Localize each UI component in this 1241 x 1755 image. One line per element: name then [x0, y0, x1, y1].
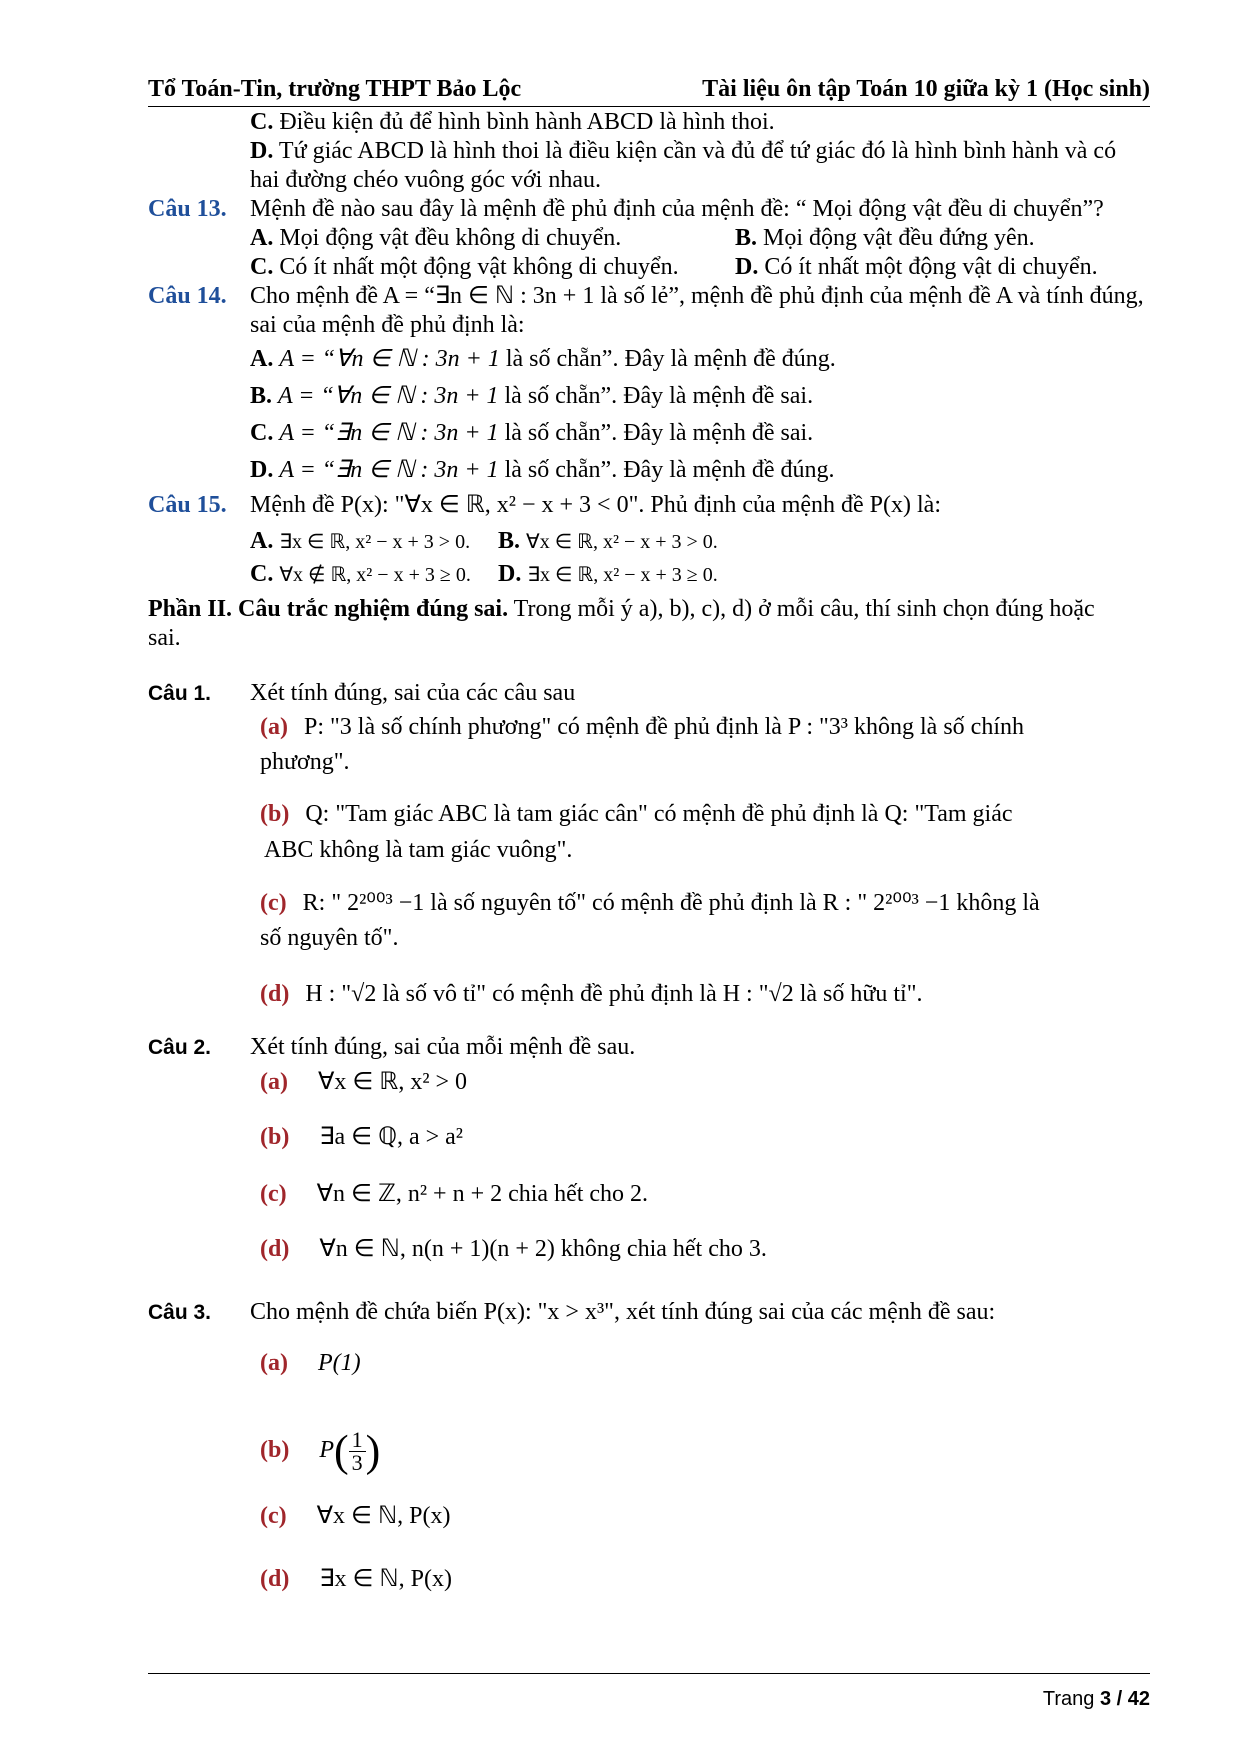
q12-option-c: C. Điều kiện đủ để hình bình hành ABCD là hình thoi.	[250, 109, 775, 135]
c3-stem: Câu 3. Cho mệnh đề chứa biến P(x): "x > x³", xét tính đúng sai của các mệnh đề sau:	[148, 1299, 996, 1325]
q14-option-c: C. A = “∃n ∈ ℕ : 3n + 1 là số chẵn”. Đây là mệnh đề sai.	[250, 420, 814, 446]
q15-option-b: B. ∀x ∈ ℝ, x² − x + 3 > 0.	[498, 528, 718, 554]
c3-item-c: (c) ∀x ∈ ℕ, P(x)	[260, 1503, 451, 1529]
c2-stem: Câu 2. Xét tính đúng, sai của mỗi mệnh đề sau.	[148, 1034, 636, 1060]
c2-item-c: (c) ∀n ∈ ℤ, n² + n + 2 chia hết cho 2.	[260, 1181, 649, 1207]
part2-heading-cont: sai.	[148, 625, 181, 651]
c1-item-c-cont: số nguyên tố".	[260, 925, 399, 951]
c2-item-d: (d) ∀n ∈ ℕ, n(n + 1)(n + 2) không chia hết cho 3.	[260, 1236, 767, 1262]
q13-option-c: C. Có ít nhất một động vật không di chuyển.	[250, 254, 679, 280]
header-right: Tài liệu ôn tập Toán 10 giữa kỳ 1 (Học sinh)	[702, 76, 1150, 102]
q12-option-d-cont: hai đường chéo vuông góc với nhau.	[250, 167, 601, 193]
c1-item-a-cont: phương".	[260, 749, 350, 775]
c1-item-a: (a) P: "3 là số chính phương" có mệnh đề phủ định là P : "3³ không là số chính	[260, 714, 1024, 740]
q15-option-d: D. ∃x ∈ ℝ, x² − x + 3 ≥ 0.	[498, 561, 718, 587]
q15-option-c: C. ∀x ∉ ℝ, x² − x + 3 ≥ 0.	[250, 561, 471, 587]
page-header	[148, 74, 1150, 107]
q13-stem: Câu 13. Mệnh đề nào sau đây là mệnh đề phủ định của mệnh đề: “ Mọi động vật đều di chuyển”?	[148, 196, 1104, 222]
q14-stem: Câu 14. Cho mệnh đề A = “∃n ∈ ℕ : 3n + 1 là số lẻ”, mệnh đề phủ định của mệnh đề A và tính đúng,	[148, 283, 1144, 309]
left-paren: (	[334, 1426, 349, 1476]
q14-option-a: A. A = “∀n ∈ ℕ : 3n + 1 là số chẵn”. Đây là mệnh đề đúng.	[250, 346, 836, 372]
c3-item-d: (d) ∃x ∈ ℕ, P(x)	[260, 1566, 452, 1592]
c1-item-c: (c) R: " 2²⁰⁰³ −1 là số nguyên tố" có mệnh đề phủ định là R : " 2²⁰⁰³ −1 không là	[260, 890, 1040, 916]
page-footer: Trang 3 / 42	[1042, 1688, 1150, 1710]
c1-stem: Câu 1. Xét tính đúng, sai của các câu sau	[148, 680, 576, 706]
q13-option-d: D. Có ít nhất một động vật di chuyển.	[735, 254, 1098, 280]
q12-option-d: D. Tứ giác ABCD là hình thoi là điều kiện cần và đủ để tứ giác đó là hình bình hành và có	[250, 138, 1117, 164]
q13-option-a: A. Mọi động vật đều không di chuyển.	[250, 225, 622, 251]
q15-stem: Câu 15. Mệnh đề P(x): "∀x ∈ ℝ, x² − x + 3 < 0". Phủ định của mệnh đề P(x) là:	[148, 492, 941, 518]
q15-option-a: A. ∃x ∈ ℝ, x² − x + 3 > 0.	[250, 528, 471, 554]
c2-item-b: (b) ∃a ∈ ℚ, a > a²	[260, 1124, 463, 1150]
c1-item-d: (d) H : "√2 là số vô tỉ" có mệnh đề phủ định là H : "√2 là số hữu tỉ".	[260, 981, 923, 1007]
c2-item-a: (a) ∀x ∈ ℝ, x² > 0	[260, 1069, 468, 1095]
fraction: $\frac{1}{3}$	[349, 1429, 366, 1474]
c3-item-a: (a) P(1)	[260, 1350, 361, 1376]
q14-option-d: D. A = “∃n ∈ ℕ : 3n + 1 là số chẵn”. Đây là mệnh đề đúng.	[250, 457, 835, 483]
q14-stem-cont: sai của mệnh đề phủ định là:	[250, 312, 525, 338]
header-left: Tổ Toán-Tin, trường THPT Bảo Lộc	[148, 76, 522, 102]
c1-item-b-cont: ABC không là tam giác vuông".	[264, 837, 573, 863]
c3-item-b: (b) P( $\frac{1}{3}$ )	[260, 1426, 381, 1476]
footer-rule	[148, 1673, 1150, 1674]
c1-item-b: (b) Q: "Tam giác ABC là tam giác cân" có mệnh đề phủ định là Q: "Tam giác	[260, 801, 1013, 827]
right-paren: )	[365, 1426, 381, 1476]
q14-option-b: B. A = “∀n ∈ ℕ : 3n + 1 là số chẵn”. Đây là mệnh đề sai.	[250, 383, 814, 409]
q13-option-b: B. Mọi động vật đều đứng yên.	[735, 225, 1035, 251]
part2-heading: Phần II. Câu trắc nghiệm đúng sai. Trong mỗi ý a), b), c), d) ở mỗi câu, thí sinh chọn đúng hoặc	[148, 596, 1095, 622]
